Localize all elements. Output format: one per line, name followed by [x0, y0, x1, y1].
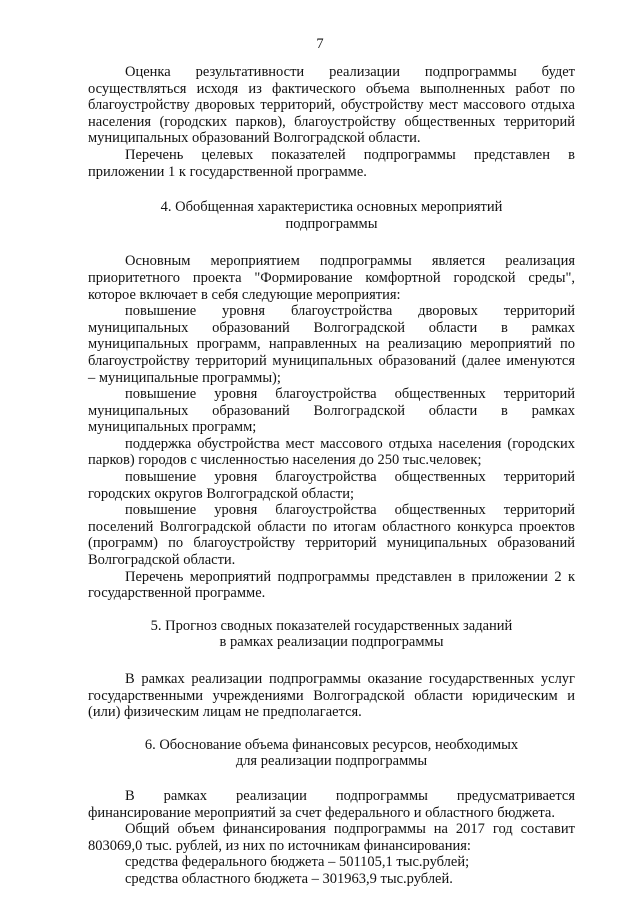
section-4-heading-line1: 4. Обобщенная характеристика основных мероприятий: [160, 199, 503, 216]
section-6-paragraph-2: Общий объем финансирования подпрограммы на 2017 год составит 803069,0 тыс. рублей, из них по источникам финансирования:: [88, 821, 575, 854]
section-4-heading: [88, 199, 575, 232]
section-6-heading-line1: 6. Обоснование объема финансовых ресурсов, необходимых: [144, 736, 519, 753]
section-4-paragraph-4: поддержка обустройства мест массового отдыха населения (городских парков) городов с численностью населения до 250 тыс.человек;: [88, 435, 575, 469]
section-4-heading-line2: подпрограммы: [285, 215, 378, 232]
section-5-heading: [88, 618, 575, 651]
page-number: 7: [316, 36, 324, 52]
section-4-paragraph-3: повышение уровня благоустройства общественных территорий муниципальных образований Волгоградской области в рамках муниципальных программ;: [88, 386, 575, 436]
section-4-paragraph-7: Перечень мероприятий подпрограммы представлен в приложении 2 к государственной программе.: [88, 568, 575, 602]
section-5-paragraph-1: В рамках реализации подпрограммы оказание государственных услуг государственными учреждениями Волгоградской области юридическим и (или) физическим лицам не предполагается.: [88, 671, 575, 721]
section-6-heading-line2: для реализации подпрограммы: [235, 753, 428, 770]
page-content: [88, 64, 575, 888]
intro-paragraph-1: Оценка результативности реализации подпрограммы будет осуществляться исходя из фактического объема выполненных работ по благоустройству дворовых территорий, обустройству мест массового отдыха населения (городских парков), благоустройству общественных территорий муниципальных образований Волгоградской области.: [88, 64, 575, 147]
section-6-heading: [88, 737, 575, 770]
section-4-paragraph-1: Основным мероприятием подпрограммы является реализация приоритетного проекта "Формирование комфортной городской среды", которое включает в себя следующие мероприятия:: [88, 253, 575, 303]
section-4-paragraph-5: повышение уровня благоустройства общественных территорий городских округов Волгоградской области;: [88, 469, 575, 502]
intro-paragraph-2: Перечень целевых показателей подпрограммы представлен в приложении 1 к государственной программе.: [88, 146, 575, 180]
section-4-paragraph-2: повышение уровня благоустройства дворовых территорий муниципальных образований Волгоградской области в рамках муниципальных программ, направленных на реализацию мероприятий по благоустройству территорий муниципальных образований (далее именуются – муниципальные программы);: [88, 303, 575, 386]
section-6-paragraph-1: В рамках реализации подпрограммы предусматривается финансирование мероприятий за счет федерального и областного бюджета.: [88, 787, 575, 821]
section-6-federal-budget: средства федерального бюджета – 501105,1 тыс.рублей;: [125, 854, 470, 871]
section-5-heading-line2: в рамках реализации подпрограммы: [219, 634, 444, 651]
section-5-heading-line1: 5. Прогноз сводных показателей государственных заданий: [150, 617, 513, 634]
section-6-regional-budget: средства областного бюджета – 301963,9 тыс.рублей.: [125, 870, 453, 887]
section-4-paragraph-6: повышение уровня благоустройства общественных территорий поселений Волгоградской области по итогам областного конкурса проектов (программ) по благоустройству территорий муниципальных образований Волгоградской области.: [88, 502, 575, 569]
